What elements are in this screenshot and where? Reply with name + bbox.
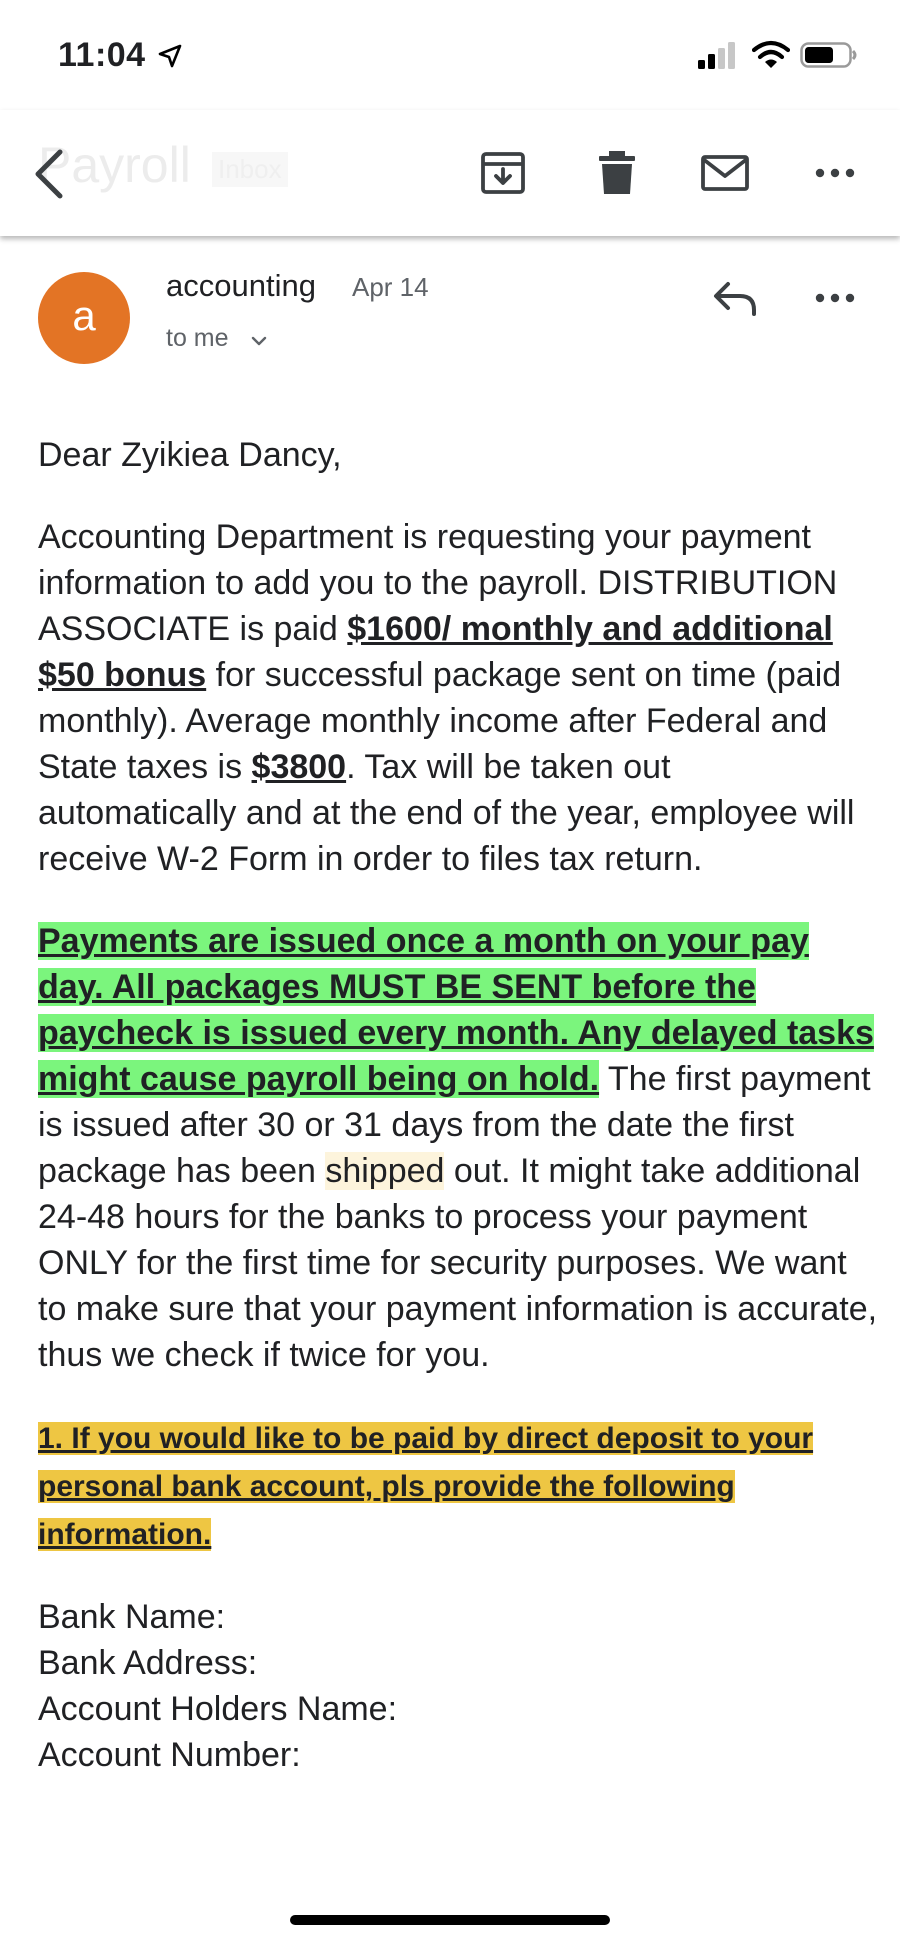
green-highlight-notice: Payments are issued once a month on your pay day. All packages MUST BE SENT before the paycheck is issued every month. Any delayed tasks might cause payroll being on hold.	[38, 922, 874, 1098]
paragraph-payment-schedule	[38, 918, 878, 1378]
shipped-keyword: shipped	[325, 1152, 445, 1190]
message-header	[0, 236, 900, 396]
mark-unread-mail-icon[interactable]	[700, 148, 750, 198]
wifi-icon	[752, 40, 790, 70]
greeting: Dear Zyikiea Dancy,	[38, 436, 342, 474]
home-indicator[interactable]	[290, 1915, 610, 1925]
location-arrow-icon	[158, 44, 182, 68]
archive-icon[interactable]	[478, 148, 528, 198]
yellow-highlight-instruction: 1. If you would like to be paid by direct deposit to your personal bank account, pls provide the following information.	[38, 1422, 814, 1551]
average-income-amount: $3800	[251, 748, 347, 786]
status-bar	[0, 0, 900, 110]
trash-icon[interactable]	[592, 148, 642, 198]
message-body	[38, 432, 878, 1778]
message-date: Apr 14	[352, 272, 429, 302]
text-segment: The first payment is issued after 30 or 31 days from the date the first package has been	[38, 1060, 871, 1190]
reply-icon[interactable]	[710, 276, 760, 320]
chevron-down-icon[interactable]	[250, 332, 268, 350]
message-toolbar	[0, 110, 900, 236]
bank-fields-list	[38, 1594, 878, 1778]
paragraph-direct-deposit	[38, 1414, 878, 1558]
sender-avatar[interactable]: a	[38, 272, 130, 364]
more-options-icon[interactable]	[810, 148, 860, 198]
message-more-icon[interactable]	[810, 278, 860, 318]
text-segment: . Tax will be taken out automatically and at the end of the year, employee will receive W-2 Form in order to files tax return.	[38, 748, 855, 878]
field-account-number: Account Number:	[38, 1736, 301, 1774]
field-bank-name: Bank Name:	[38, 1598, 226, 1636]
field-account-holder: Account Holders Name:	[38, 1690, 398, 1728]
sender-name[interactable]: accounting	[166, 268, 316, 303]
back-arrow-icon[interactable]	[30, 144, 70, 204]
status-time: 11:04	[58, 36, 146, 74]
paragraph-payroll-info	[38, 514, 878, 882]
battery-icon	[800, 40, 858, 70]
text-segment: out. It might take additional 24-48 hours for the banks to process your payment ONLY for the first time for security purposes. We want to make sure that your payment information is accurate, thus we check if twice for you.	[38, 1152, 878, 1374]
recipient-details-toggle[interactable]: to me	[166, 324, 229, 352]
cellular-signal-icon	[697, 40, 737, 70]
salary-amount: $1600/ monthly and additional $50 bonus	[38, 610, 833, 694]
text-segment: for successful package sent on time (paid monthly). Average monthly income after Federal and State taxes is	[38, 656, 842, 786]
field-bank-address: Bank Address:	[38, 1644, 258, 1682]
text-segment: Accounting Department is requesting your payment information to add you to the payroll. DISTRIBUTION ASSOCIATE is paid	[38, 518, 838, 648]
subject-title: Payroll	[38, 137, 191, 193]
inbox-label-chip: Inbox	[212, 152, 288, 187]
